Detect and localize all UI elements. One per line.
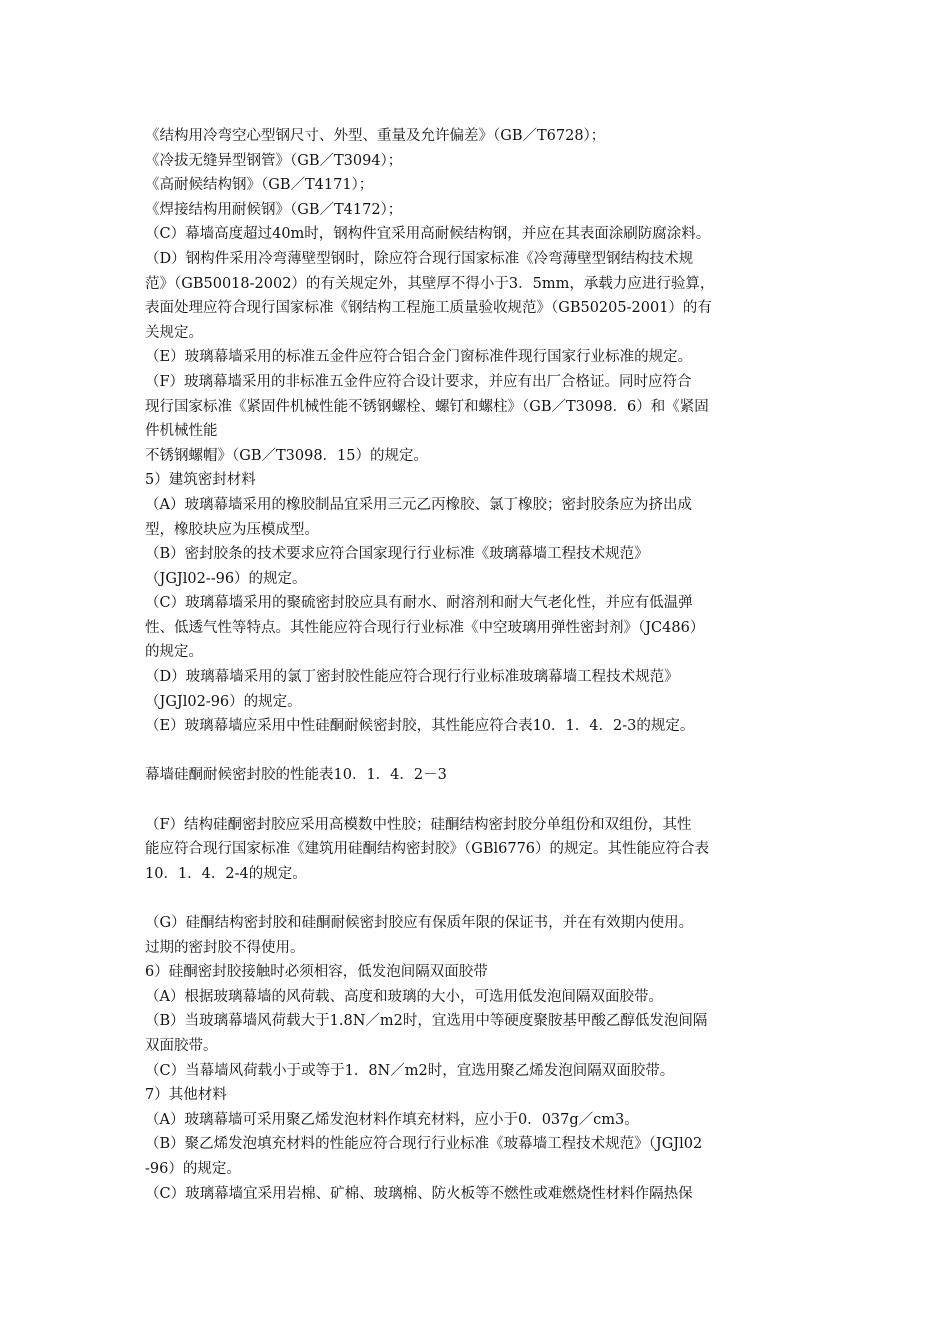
text-line: （G）硅酮结构密封胶和硅酮耐候密封胶应有保质年限的保证书，并在有效期内使用。 [145, 915, 694, 931]
text-line: 能应符合现行国家标准《建筑用硅酮结构密封胶》（GBl6776）的规定。其性能应符合表 [145, 841, 710, 858]
text-line: 件机械性能 [145, 423, 218, 440]
blank-line [145, 788, 805, 813]
text-line: （D）玻璃幕墙采用的氯丁密封胶性能应符合现行行业标准玻璃幕墙工程技术规范》 [145, 669, 679, 686]
text-line: （E）玻璃幕墙应采用中性硅酮耐候密封胶，其性能应符合表10．1．4．2-3的规定。 [145, 718, 695, 735]
text-line: 范》（GB50018-2002）的有关规定外，其壁厚不得小于3．5mm，承载力应进行验算， [145, 275, 715, 292]
text-line: （A）玻璃幕墙采用的橡胶制品宜采用三元乙丙橡胶、氯丁橡胶；密封胶条应为挤出成 [145, 496, 692, 513]
text-line: 的规定。 [145, 644, 203, 661]
text-line: （F）结构硅酮密封胶应采用高模数中性胶；硅酮结构密封胶分单组份和双组份，其性 [145, 816, 692, 833]
text-line: （A）根据玻璃幕墙的风荷载、高度和玻璃的大小，可选用低发泡间隔双面胶带。 [145, 988, 663, 1005]
text-line: 双面胶带。 [145, 1037, 218, 1054]
text-line: （B）聚乙烯发泡填充材料的性能应符合现行行业标准《玻幕墙工程技术规范》（JGJl02 [145, 1136, 703, 1153]
text-line: 关规定。 [145, 324, 203, 341]
text-line: 不锈钢螺帽》（GB／T3098．15）的规定。 [145, 447, 429, 464]
text-line: （C）玻璃幕墙宜采用岩棉、矿棉、玻璃棉、防火板等不燃性或难燃烧性材料作隔热保 [145, 1185, 693, 1202]
text-line: 《冷拔无缝异型钢管》（GB／T3094）； [145, 152, 403, 169]
text-line: （E）玻璃幕墙采用的标准五金件应符合铝合金门窗标准件现行国家行业标准的规定。 [145, 349, 693, 366]
text-line: （B）当玻璃幕墙风荷载大于1.8N／m2时，宜选用中等硬度聚胺基甲酸乙醇低发泡间隔 [145, 1013, 708, 1030]
text-line: 《结构用冷弯空心型钢尺寸、外型、重量及允许偏差》（GB／T6728）； [145, 128, 606, 144]
text-line: 《高耐候结构钢》（GB／T4171）； [145, 177, 374, 194]
text-line: 10．1．4．2-4的规定。 [145, 865, 307, 882]
section-heading: 6）硅酮密封胶接触时必须相容，低发泡间隔双面胶带 [145, 964, 488, 981]
section-heading: 5）建筑密封材料 [145, 472, 256, 489]
text-line: -96）的规定。 [145, 1160, 241, 1177]
text-line: 型，橡胶块应为压模成型。 [145, 521, 319, 538]
text-line: （JGJl02-96）的规定。 [145, 693, 302, 710]
text-line: 性、低透气性等特点。其性能应符合现行行业标准《中空玻璃用弹性密封剂》（JC486） [145, 619, 705, 636]
table-caption: 幕墙硅酮耐候密封胶的性能表10．1．4．2－3 [145, 767, 447, 784]
text-line: 《焊接结构用耐候钢》（GB／T4172）； [145, 201, 403, 218]
text-line: 现行国家标准《紧固件机械性能不锈钢螺栓、螺钉和螺柱》（GB／T3098．6）和《紧固 [145, 398, 709, 415]
blank-line [145, 739, 805, 764]
section-heading: 7）其他材料 [145, 1087, 227, 1104]
text-line: 过期的密封胶不得使用。 [145, 939, 305, 956]
text-line: （A）玻璃幕墙可采用聚乙烯发泡材料作填充材料，应小于0．037g／cm3。 [145, 1111, 639, 1128]
text-line: （C）当幕墙风荷载小于或等于1．8N／m2时，宜选用聚乙烯发泡间隔双面胶带。 [145, 1062, 675, 1079]
text-line: 表面处理应符合现行国家标准《钢结构工程施工质量验收规范》（GB50205-2001）的有 [145, 300, 712, 317]
blank-line [145, 886, 805, 911]
text-line: （F）玻璃幕墙采用的非标准五金件应符合设计要求，并应有出厂合格证。同时应符合 [145, 373, 692, 390]
document-body [145, 124, 805, 1206]
text-line: （C）玻璃幕墙采用的聚硫密封胶应具有耐水、耐溶剂和耐大气老化性，并应有低温弹 [145, 595, 693, 612]
text-line: （B）密封胶条的技术要求应符合国家现行行业标准《玻璃幕墙工程技术规范》 [145, 546, 649, 563]
text-line: （C）幕墙高度超过40m时，钢构件宜采用高耐候结构钢，并应在其表面涂刷防腐涂料。 [145, 226, 711, 243]
text-line: （JGJl02--96）的规定。 [145, 570, 307, 587]
text-line: （D）钢构件采用冷弯薄壁型钢时，除应符合现行国家标准《冷弯薄壁型钢结构技术规 [145, 250, 694, 267]
